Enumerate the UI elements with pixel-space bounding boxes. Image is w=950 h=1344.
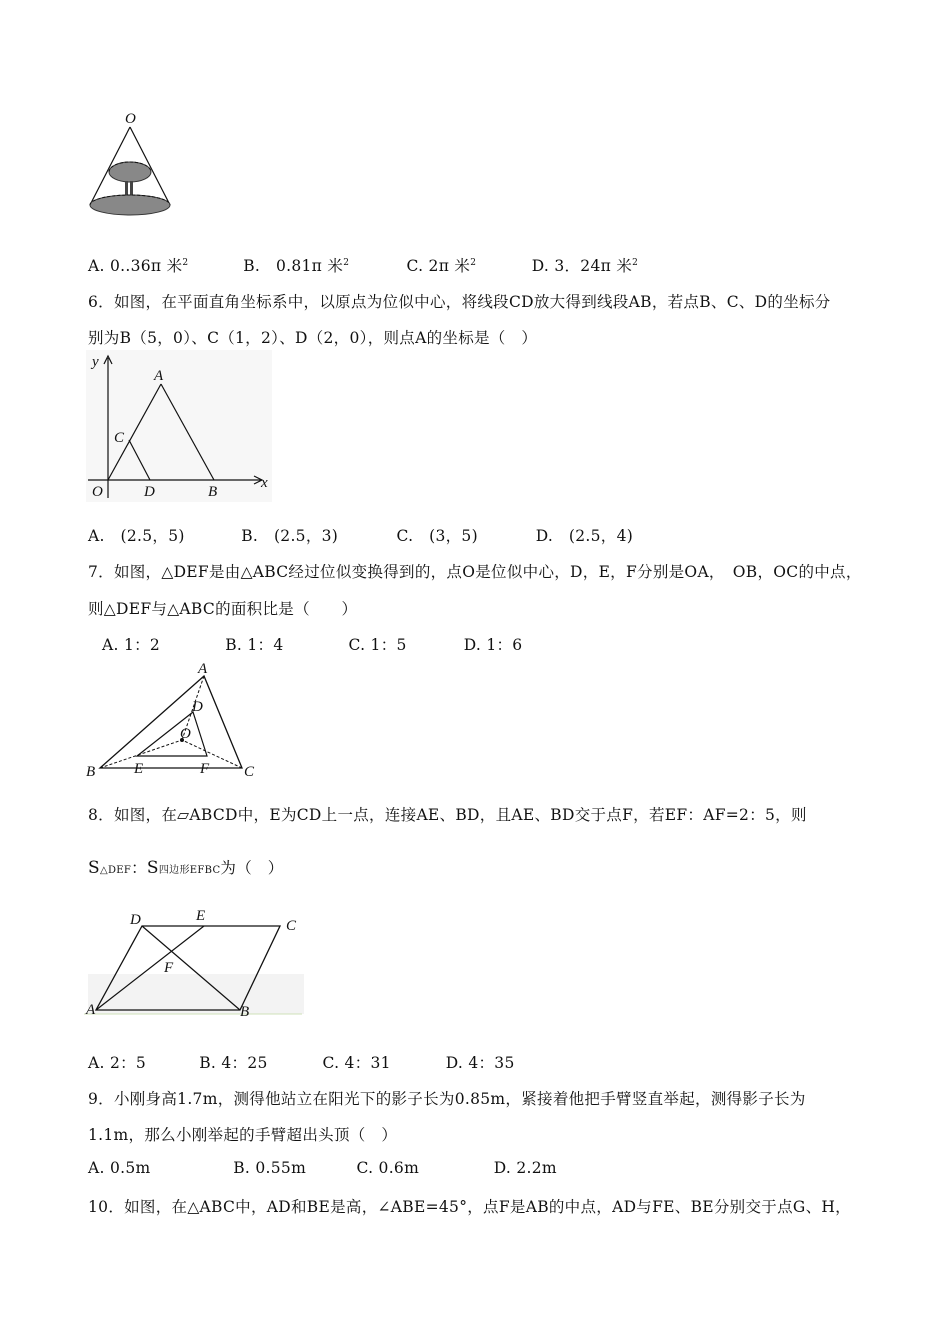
label-C: C	[286, 918, 297, 934]
q8-option-d: D. 4：35	[445, 1054, 515, 1072]
label-C: C	[244, 764, 255, 780]
label-A: A	[154, 368, 164, 384]
label-B: B	[86, 764, 96, 780]
q7-option-a: A. 1：2	[102, 636, 161, 654]
label-A: A	[198, 661, 208, 677]
q6-line2: 别为B（5，0）、C（1，2）、D（2，0），则点A的坐标是（ ）	[88, 329, 538, 347]
q7-options	[102, 633, 522, 655]
label-B: B	[208, 484, 218, 500]
q7-option-d: D. 1：6	[463, 636, 523, 654]
q7-line1: 7．如图，△DEF是由△ABC经过位似变换得到的，点O是位似中心，D，E，F分别是OA， OB，OC的中点，	[88, 563, 862, 581]
label-O: O	[180, 726, 191, 742]
q6-option-c: C. (3，5)	[396, 527, 478, 545]
label-A: A	[86, 1002, 96, 1018]
label-D: D	[130, 912, 141, 928]
q10-line1: 10．如图，在△ABC中，AD和BE是高，∠ABE=45°，点F是AB的中点，AD与FE、BE分别交于点G、H，	[88, 1198, 851, 1216]
label-D: D	[192, 699, 203, 715]
coordinate-figure	[86, 350, 272, 502]
triangle-figure	[82, 660, 264, 784]
q6-options	[88, 524, 633, 546]
q7-line2: 则△DEF与△ABC的面积比是（ ）	[88, 600, 358, 618]
q5-option-d: D. 3．24π 米	[531, 257, 633, 275]
q8-options	[88, 1051, 515, 1073]
q5-option-c: C. 2π 米	[406, 257, 471, 275]
q8-line2: S△DEF：S四边形EFBC为（ ）	[88, 858, 284, 878]
parallelogram-figure	[84, 904, 308, 1020]
q9-line1: 9．小刚身高1.7m，测得他站立在阳光下的影子长为0.85m，紧接着他把手臂竖直举起，测得影子长为	[88, 1090, 806, 1108]
q6-line1: 6．如图，在平面直角坐标系中，以原点为位似中心，将线段CD放大得到线段AB，若点B、C、D的坐标分	[88, 293, 831, 311]
q7-option-b: B. 1：4	[225, 636, 284, 654]
q7-option-c: C. 1：5	[348, 636, 407, 654]
label-E: E	[134, 761, 144, 777]
label-O: O	[92, 484, 103, 500]
q5-options: A. 0..36π 米$^2$ B. 0.81π 米$^2$ C. 2π 米$^2$ D. 3．24π 米$^2$	[88, 254, 638, 276]
label-E: E	[196, 908, 206, 924]
q8-line1: 8．如图，在▱ABCD中，E为CD上一点，连接AE、BD，且AE、BD交于点F，若EF：AF=2：5，则	[88, 806, 807, 824]
label-D: D	[144, 484, 155, 500]
label-x: x	[261, 475, 268, 491]
label-F: F	[164, 960, 174, 976]
q9-option-d: D. 2.2m	[493, 1159, 557, 1177]
q6-option-a: A. (2.5，5)	[88, 527, 185, 545]
label-O: O	[125, 111, 136, 127]
q5-option-a: A. 0..36π 米	[88, 257, 183, 275]
label-F: F	[200, 761, 210, 777]
cone-figure	[80, 105, 180, 223]
q9-option-b: B. 0.55m	[233, 1159, 307, 1177]
q8-option-b: B. 4：25	[199, 1054, 268, 1072]
q9-options	[88, 1159, 557, 1177]
q8-option-a: A. 2：5	[88, 1054, 147, 1072]
q9-option-a: A. 0.5m	[88, 1159, 151, 1177]
label-B: B	[240, 1004, 250, 1020]
label-y: y	[92, 354, 99, 370]
q5-option-b: B. 0.81π 米	[243, 257, 344, 275]
label-C: C	[114, 430, 125, 446]
q6-option-b: B. (2.5，3)	[241, 527, 339, 545]
q8-option-c: C. 4：31	[322, 1054, 391, 1072]
q9-option-c: C. 0.6m	[356, 1159, 420, 1177]
q6-option-d: D. (2.5，4)	[535, 527, 634, 545]
q9-line2: 1.1m，那么小刚举起的手臂超出头顶（ ）	[88, 1126, 398, 1144]
